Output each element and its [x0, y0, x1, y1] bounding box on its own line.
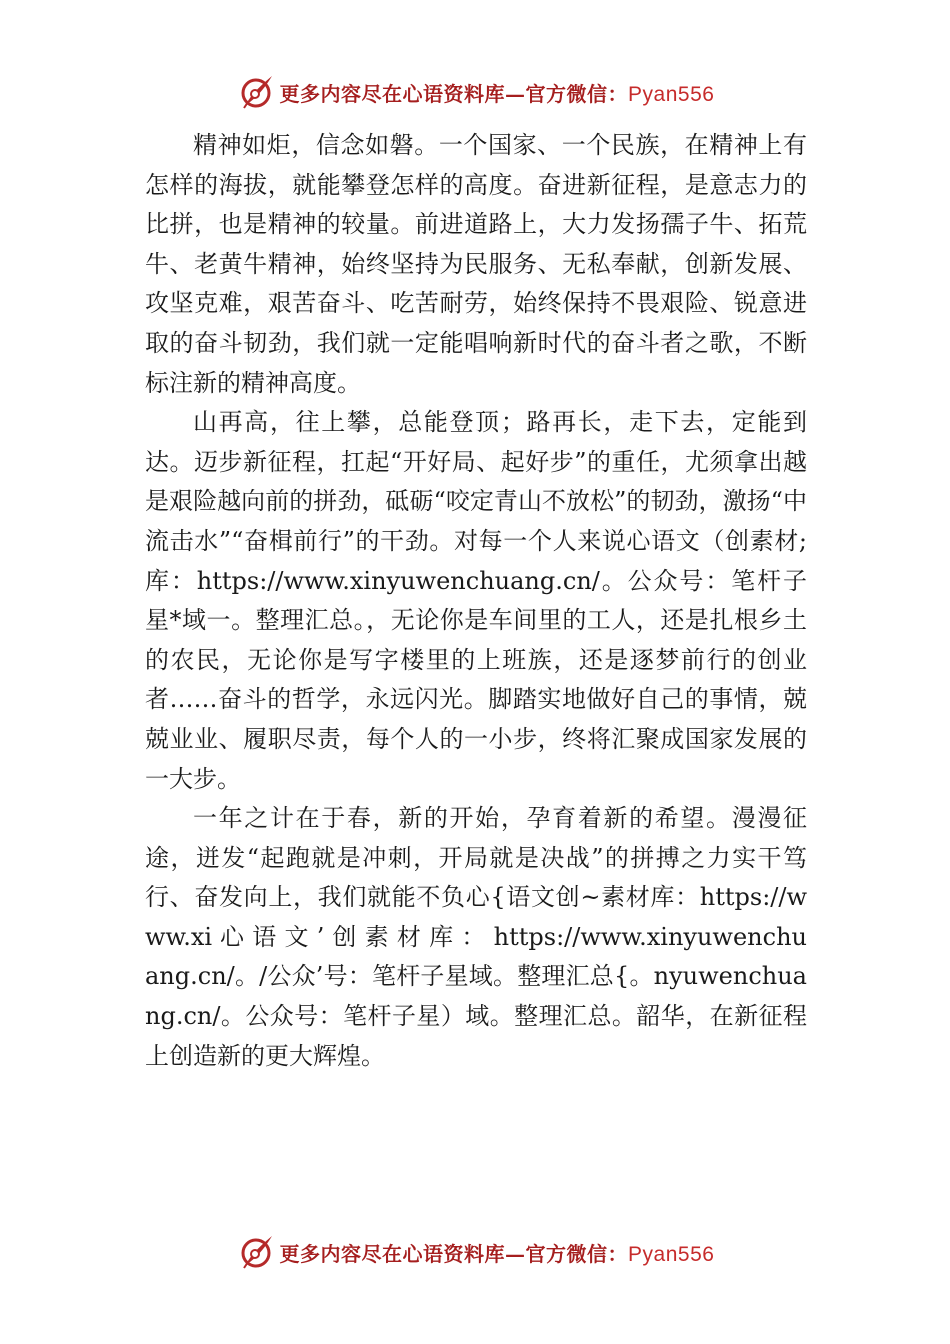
quill-logo-icon [236, 1232, 276, 1272]
article-body [145, 126, 807, 1076]
quill-logo-icon [236, 72, 276, 112]
paragraph-3: 一年之计在于春，新的开始，孕育着新的希望。漫漫征途，迸发“起跑就是冲刺，开局就是决战”的拼搏之力实干笃行、奋发向上，我们就能不负心{语文创~素材库：https://www.xi 心 语 文 ’ 创 素 材 库 ： https://www.xinyuwenchuang.cn/。/公众’号：笔杆子星域。整理汇总{。nyuwenchuang.cn/。公众号：笔杆子星）域。整理汇总。韶华，在新征程上创造新的更大辉煌。 [145, 804, 807, 1070]
footer-brand-text: 更多内容尽在心语资料库—官方微信：Pyan556 [279, 1241, 715, 1266]
paragraph-2: 山再高，往上攀，总能登顶；路再长，走下去，定能到达。迈步新征程，扛起“开好局、起好步”的重任，尤须拿出越是艰险越向前的拼劲，砥砺“咬定青山不放松”的韧劲，激扬“中流击水”“奋楫前行”的干劲。对每一个人来说心语文（创素材;库：https://www.xinyuwenchuang.cn/。公众号：笔杆子星*域一。整理汇总。，无论你是车间里的工人，还是扎根乡土的农民，无论你是写字楼里的上班族，还是逐梦前行的创业者……奋斗的哲学，永远闪光。脚踏实地做好自己的事情，兢兢业业、履职尽责，每个人的一小步，终将汇聚成国家发展的一大步。 [145, 408, 807, 793]
header-brand-text: 更多内容尽在心语资料库—官方微信：Pyan556 [279, 81, 715, 106]
header-wechat-id: Pyan556 [628, 82, 715, 106]
footer-wechat-id: Pyan556 [628, 1242, 715, 1266]
footer-banner [0, 1230, 950, 1274]
header-banner [0, 70, 950, 114]
paragraph-1: 精神如炬，信念如磐。一个国家、一个民族，在精神上有怎样的海拔，就能攀登怎样的高度。奋进新征程，是意志力的比拼，也是精神的较量。前进道路上，大力发扬孺子牛、拓荒牛、老黄牛精神，始终坚持为民服务、无私奉献，创新发展、攻坚克难，艰苦奋斗、吃苦耐劳，始终保持不畏艰险、锐意进取的奋斗韧劲，我们就一定能唱响新时代的奋斗者之歌，不断标注新的精神高度。 [145, 131, 807, 397]
